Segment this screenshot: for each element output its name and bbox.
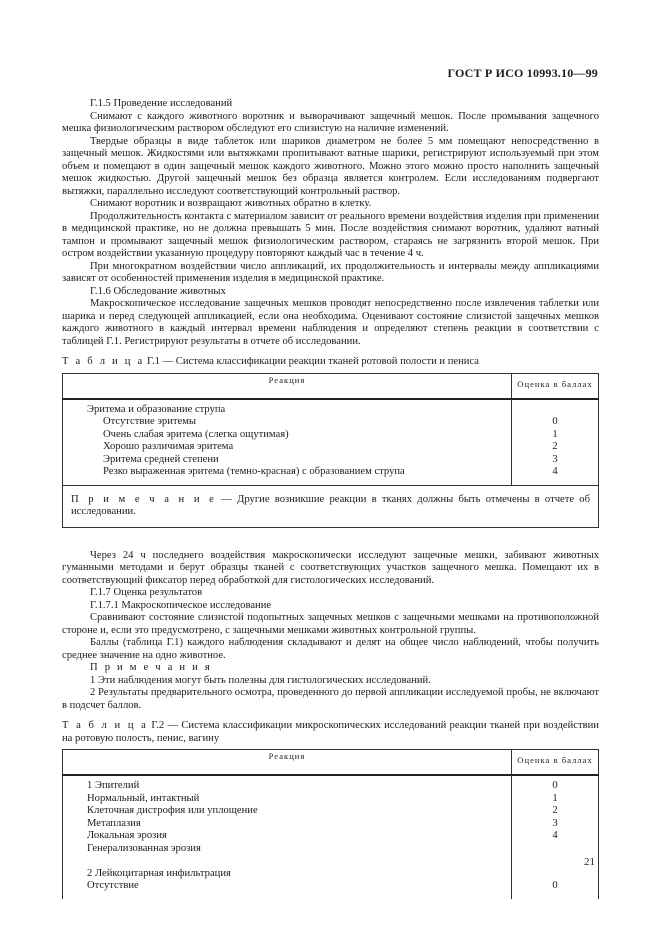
row-label: Локальная эрозия — [87, 830, 167, 841]
row-label: Резко выраженная эритема (темно-красная) с образованием струпа — [103, 466, 405, 477]
group-label: Эритема и образование струпа — [87, 403, 226, 415]
paragraph: Твердые образцы в виде таблеток или шариков диаметром не более 5 мм помещают непосредственно в защечный мешок. Жидкостями или вытяжками пропитывают ватные шарики, регистрируют используемый при этом объем и помещают в один защечный мешок каждого животного. Можно этого можно просто наполнить защечный мешок жидкостью. Другой защечный мешок без образца является контролем. Если исследованиям подвергают вытяжки, параллельно исследуют соответствующий контрольный раствор. — [62, 135, 599, 197]
row-label: Эритема средней степени — [103, 453, 219, 465]
page-number: 21 — [584, 856, 595, 868]
table-caption-text: Г.1 — Система классификации реакции тканей ротовой полости и пениса — [147, 356, 479, 367]
row-label: Генерализованная эрозия — [87, 842, 201, 854]
section-title: Г.1.7.1 Макроскопическое исследование — [90, 599, 272, 611]
reaction-cell — [63, 775, 512, 899]
row-score: 4 — [552, 466, 558, 477]
section-title: Г.1.6 Обследование животных — [90, 285, 226, 297]
row-label: Хорошо различимая эритема — [103, 441, 234, 452]
paragraph: Снимают с каждого животного воротник и выворачивают защечный мешок. После промывания защечного мешка физиологическим раствором обследуют его слизистую на наличие изменений. — [62, 110, 599, 134]
row-score: 4 — [552, 830, 558, 841]
paragraph: Через 24 ч последнего воздействия макроскопически исследуют защечные мешки, забивают животных гуманными методами и берут образцы тканей с соответствующих участков защечного мешка. Помещают их в соответствующий фиксатор перед обработкой для гистологических исследований. — [62, 549, 599, 586]
row-score: 2 — [552, 441, 558, 452]
note-text: — Другие возникшие реакции в тканях должны быть отмечены в отчете об исследовании. — [71, 493, 590, 517]
table-caption-prefix: Т а б л и ц а — [62, 356, 145, 367]
paragraph: Баллы (таблица Г.1) каждого наблюдения складывают и делят на общее число наблюдений, чтобы получить среднее значение на одно животное. — [62, 637, 599, 661]
table-caption-prefix: Т а б л и ц а — [62, 720, 149, 731]
page-content — [62, 98, 599, 899]
section-title: Г.1.7 Оценка результатов — [90, 587, 203, 598]
row-score: 1 — [552, 792, 558, 804]
paragraph: При многократном воздействии число аппликаций, их продолжительность и интервалы между аппликациями зависят от особенностей применения изделия в медицинской практике. — [62, 260, 599, 284]
note-item: 2 Результаты предварительного осмотра, проведенного до первой аппликации исследуемой пробы, не включают в подсчет баллов. — [62, 687, 599, 711]
section-title: Г.1.5 Проведение исследований — [90, 98, 233, 109]
table-g1 — [62, 373, 599, 528]
document-header: ГОСТ Р ИСО 10993.10—99 — [447, 66, 598, 80]
score-cell — [512, 775, 599, 899]
paragraph: Снимают воротник и возвращают животных обратно в клетку. — [90, 198, 372, 209]
row-label: Очень слабая эритема (слегка ощутимая) — [103, 428, 289, 440]
table-caption — [62, 720, 599, 745]
row-score: 3 — [552, 817, 558, 829]
paragraph: Продолжительность контакта с материалом зависит от реального времени воздействия изделия при применении в медицинской практике, но не должна превышать 5 мин. После воздействия снимают воротник, удаляют ватный тампон и промывают защечный мешок физиологическим раствором, стараясь не загрязнить второй мешок. При остром воздействии указанную процедуру повторяют каждый час в течение 4 ч. — [62, 210, 599, 259]
column-header-score: Оценка в баллах — [512, 750, 599, 776]
row-label: Метаплазия — [87, 817, 141, 829]
group-label: 2 Лейкоцитарная инфильтрация — [87, 867, 231, 879]
column-header-score: Оценка в баллах — [512, 373, 599, 399]
row-score: 0 — [552, 780, 558, 791]
row-score: 0 — [552, 416, 558, 427]
row-label: Отсутствие — [87, 880, 139, 891]
column-header-reaction: Реакция — [63, 750, 512, 776]
table-g2 — [62, 749, 599, 899]
group-label: 1 Эпителий — [87, 780, 140, 791]
row-score: 0 — [552, 880, 558, 891]
notes-title: П р и м е ч а н и я — [90, 662, 212, 673]
row-score: 2 — [552, 805, 558, 816]
reaction-cell — [63, 399, 512, 486]
row-score: 3 — [552, 453, 558, 465]
table-caption-text: Г.2 — Система классификации микроскопических исследований реакции тканей при воздействии на ротовую полость, пенис, вагину — [62, 720, 599, 744]
paragraph: Сравнивают состояние слизистой подопытных защечных мешков с защечными мешками на противоположной стороне и, если это предусмотрено, с защечными мешками животных контрольной группы. — [62, 612, 599, 636]
score-cell — [512, 399, 599, 486]
row-score: 1 — [552, 428, 558, 440]
paragraph: Макроскопическое исследование защечных мешков проводят непосредственно после извлечения таблетки или шарика и перед следующей аппликацией, если она необходима. Оценивают состояние слизистой защечных мешков каждого животного в каждый интервал времени наблюдения и определяют степень реакции в соответствии с таблицей Г.1. Регистрируют результаты в отчете об исследовании. — [62, 298, 599, 347]
table-note — [63, 485, 599, 527]
note-item: 1 Эти наблюдения могут быть полезны для гистологических исследований. — [90, 674, 431, 686]
row-label: Клеточная дистрофия или уплощение — [87, 805, 258, 816]
row-label: Отсутствие эритемы — [103, 416, 197, 427]
note-prefix: П р и м е ч а н и е — [71, 493, 217, 505]
column-header-reaction: Реакция — [63, 373, 512, 399]
table-caption — [62, 356, 599, 369]
row-label: Нормальный, интактный — [87, 792, 200, 804]
